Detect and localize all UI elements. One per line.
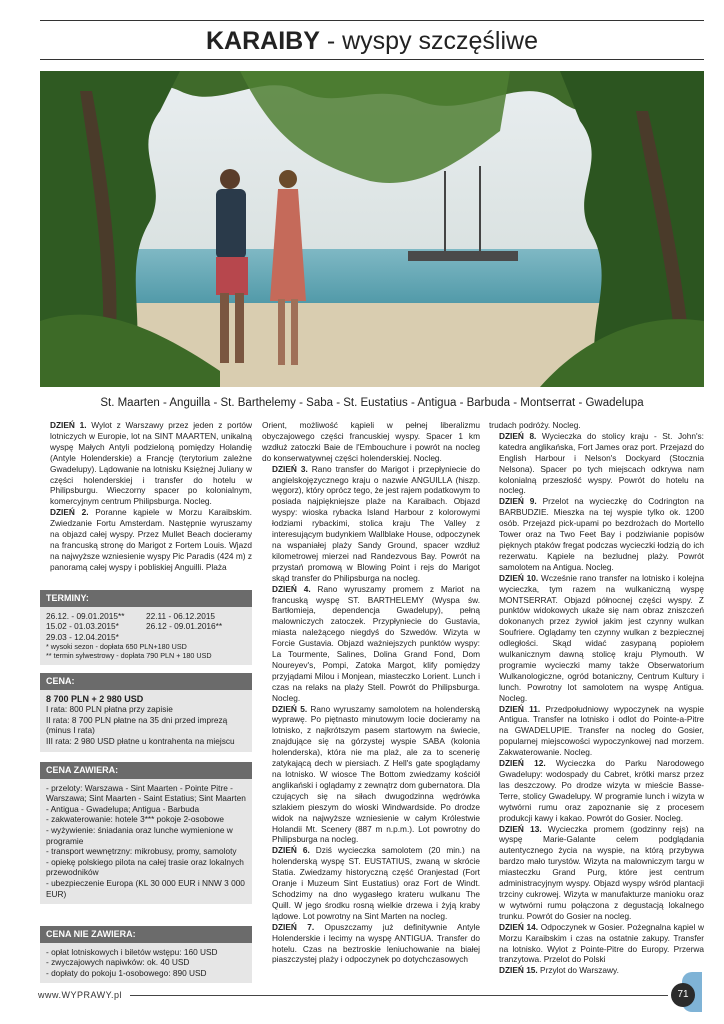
day-label: DZIEŃ 11. xyxy=(499,703,541,714)
date-item xyxy=(146,632,246,643)
title-rest: - wyspy szczęśliwe xyxy=(319,27,538,55)
day-text: Wylot z Warszawy przez jeden z portów lotniczych w Europie, lot na SINT MAARTEN, unikalną wyspę Małych Antyli podzieloną pomiędzy Holandię (Antyle Holenderskie) a Francję (terytorium zależne Gwadelupy). Lądowanie na lotnisku Księżnej Juliany w części holenderskiej i transfer do hotelu w Philipsburgu. Wieczorny spacer po kolonialnym, komercyjnym centrum Philipsburga. Nocleg. xyxy=(50,420,253,507)
day-label: DZIEŃ 15. xyxy=(499,965,538,976)
date-item: 15.02 - 01.03.2015* xyxy=(46,621,119,632)
footer-rule xyxy=(130,995,668,996)
date-item: 26.12 - 09.01.2016** xyxy=(146,621,223,632)
itinerary-column-2 xyxy=(262,420,480,965)
day-paragraph xyxy=(489,420,704,431)
day-paragraph xyxy=(489,824,704,922)
included-item: - zakwaterowanie: hotele 3*** pokoje 2-osobowe xyxy=(46,814,225,825)
day-text: Wycieczka promem (godzinny rejs) na wyspę Marie-Galante celem podglądania autentycznego życia na wyspie, na którą przybywa bardzo mało turystów. Wizyta na malowniczym targu w miasteczku Grand Purg, które jest centrum administracyjnym wyspy. Objazd wyspy wśród plantacji trzciny cukrowej. Wizyta w manufakturze manioku oraz w wytwórni rumu połączona z degustacją lokalnego trunku. Powrót do Gosier na nocleg. xyxy=(499,823,704,921)
terminy-note: * wysoki sezon - dopłata 650 PLN+180 USD xyxy=(46,642,187,652)
day-label: DZIEŃ 3. xyxy=(272,463,308,474)
day-text: Dziś wycieczka samolotem (20 min.) na holenderską wyspę ST. EUSTATIUS, zwaną w skrócie Statia. Zwiedzamy historyczną część Oranjestad (Fort Oranje i Muzeum Sint Eustatius) oraz Fort de Windt. Schodzimy na dno wygasłego krateru wulkanu The Quill. W jego środku rosną wielkie drzewa i żyją kraby lądowe. Lot powrotny na Sint Marten na nocleg. xyxy=(272,845,480,921)
day-label: DZIEŃ 9. xyxy=(499,496,537,507)
day-label: DZIEŃ 13. xyxy=(499,823,542,834)
date-item: 29.03 - 12.04.2015* xyxy=(46,631,119,642)
day-text: Rano wyruszamy samolotem na holenderską wyprawę. Po piętnasto minutowym locie docieramy na lotnisko, z najkrótszym pasem startowym na świecie, znajdujące się na górzystej wyspie SABA (kolonia holenderska), która nie ma plaż, ale za to scenerię zatykającą dech w piersiach. Z Hell's gate spoglądamy na lotnisko. W wiosce The Bottom zwiedzamy kościół anglikański i oglądamy z zewnątrz dom gubernatora. Dla czujących się na siłach dwugodzinna wędrówka szlakiem pieszym do wioski Windwardside. Po drodze widok na najwyższe wzniesienie w całym Królestwie Holandii Mt. Scenery (887 m n.p.m.). Lot powrotny do Philipsburga na nocleg. xyxy=(272,703,480,845)
price-line: III rata: 2 980 USD płatne u kontrahenta na miejscu xyxy=(46,735,235,746)
day-label: DZIEŃ 6. xyxy=(272,845,310,856)
day-paragraph xyxy=(40,507,252,572)
day-paragraph xyxy=(262,464,480,584)
price-line: I rata: 800 PLN płatna przy zapisie xyxy=(46,704,173,715)
included-item: - ubezpieczenie Europa (KL 30 000 EUR i NNW 3 000 EUR) xyxy=(46,877,245,899)
included-item: - przeloty: Warszawa - Sint Maarten - Pointe Pitre - Warszawa; Sint Maarten - Saint Estatius; Sint Maarten - Antigua - Gwadelupa; Antigua - Barbuda xyxy=(46,782,246,814)
day-paragraph xyxy=(489,922,704,966)
included-item: - wyżywienie: śniadania oraz lunche wymienione w programie xyxy=(46,824,233,846)
cena-nie-zawiera-box xyxy=(40,926,252,983)
cena-header: CENA: xyxy=(40,673,252,690)
day-paragraph xyxy=(489,704,704,759)
day-text: Wycieczka do Parku Narodowego Gwadelupy: wodospady du Cabret, krótki marsz przez las deszczowy. Po drodze wizyta w mieście Basse-Terre, stolicy Gwadelupy. W programie lunch i wizyta w wytwórni rumu oraz zapoznanie się z procesem produkcji kawy i kakao. Powrót do Gosier. Nocleg. xyxy=(499,758,704,823)
header-top-rule xyxy=(40,20,704,21)
day-text: Wcześnie rano transfer na lotnisko i kolejna wycieczka, tym razem na wulkaniczną wyspę MONTSERRAT. Objazd północnej części wyspy. Z punktów widokowych ukaże się nam obraz zniszczeń dokonanych przez żywioł jakim jest czynny wulkan Soufriere. Oglądamy ten czynny wulkan z bezpiecznej odległości. Skąd widać zasypaną popiołem wulkanicznym dawną stolicę kraju Plymouth. W programie wycieczki mamy także Obserwatorium Wulkanologiczne, ogród botaniczny, Centrum Kultury i lunch. Powrotny lot samolotem na wyspę Antigua. Nocleg. xyxy=(499,572,704,703)
route-caption: St. Maarten - Anguilla - St. Barthelemy - Saba - St. Eustatius - Antigua - Barbuda - Montserrat - Gwadelupa xyxy=(100,397,644,409)
itinerary-column-3 xyxy=(489,420,704,976)
day-paragraph xyxy=(40,420,252,507)
day-text: Rano transfer do Marigot i przepłyniecie do angielskojęzycznego kraju o nazwie ANGUILLA (hiszp. węgorz), który oprócz tego, że jest rajem podatkowym to posiada najpiękniejsze plaże na Karaibach. Objazd wyspy: wioska rybacka Island Harbour z kolorowymi łodziami rybackimi, stolica kraju The Valley z interesującym budynkiem Wallblake House, odpoczynek na wspaniałej plaży Sandy Ground, spacer wzdłuż kilometrowej mierzei nad Randezvous Bay. Powrót na przystań promową w Blowing Point i rejs do Marigot skąd transfer do Philipsburga na nocleg. xyxy=(272,463,480,583)
title-bold: KARAIBY xyxy=(206,27,320,55)
day-paragraph xyxy=(489,573,704,704)
day-label: DZIEŃ 2. xyxy=(50,507,89,518)
price-line: II rata: 8 700 PLN płatne na 35 dni przed imprezą (minus I rata) xyxy=(46,714,228,736)
cena-nie-zawiera-header: CENA NIE ZAWIERA: xyxy=(40,926,252,943)
price: 8 700 PLN + 2 980 USD xyxy=(46,693,144,704)
cena-box xyxy=(40,673,252,752)
footer-url: www.WYPRAWY.pl xyxy=(38,990,123,1000)
day-paragraph xyxy=(489,965,704,976)
day-label: DZIEŃ 7. xyxy=(272,921,315,932)
day-text: Przelot na wycieczkę do Codrington na BARBUDZIE. Mieszka na tej wyspie tylko ok. 1200 osób. Przejazd pick-upami po bezdrożach do Mortello Tower oraz na Two Feet Bay i podziwianie popisów pięknych ptaków fregat podczas wycieczki łodzią do ich rezerwatu. Kąpiele na bezludnej plaży. Powrót samolotem na Antigua. Nocleg. xyxy=(499,496,705,572)
hero-photo xyxy=(40,71,704,387)
day-paragraph xyxy=(489,431,704,496)
day-text: Rano wyruszamy promem z Mariot na francuską wyspę ST. BARTHELEMY (Wyspa św. Bartłomieja, dependencja Gwadelupy), pełną malowniczych zatoczek. Przypłyniecie do Gustavia, miasta należącego niegdyś do Szwedów. Wizyta w Forcie Gustavia. Objazd ważniejszych punktów wyspy: La Tourmente, Salines, Dolina Grand Fond, Dom Noureyev's, Pompi, Zatoka Margot, klify pomiędzy przyjądami Milou i Monjean, miasteczko Lorient. Lunch i czas na relaks na plaży Stell. Powrót do Philipsburga. Nocleg. xyxy=(272,583,480,703)
day-text: Opuszczamy już definitywnie Antyle Holenderskie i lecimy na wyspę ANTIGUA. Transfer do hotelu. Czas na beztroskie leniuchowanie na białej piaszczystej plaży i odpoczynek po dotychczasowych xyxy=(272,921,480,965)
day-label: DZIEŃ 4. xyxy=(272,583,311,594)
cena-zawiera-box xyxy=(40,762,252,904)
date-item: 22.11 - 06.12.2015 xyxy=(146,610,216,621)
itinerary-column-1 xyxy=(40,420,252,573)
day-text: Odpoczynek w Gosier. Pożegnalna kąpiel w Morzu Karaibskim i czas na ostatnie zakupy. Transfer na lotnisko. Wylot z Pointe-Pitre do Europy. Przerwa tranzytowa. Przelot do Polski xyxy=(499,921,704,965)
day-label: DZIEŃ 14. xyxy=(499,921,539,932)
date-item: 26.12. - 09.01.2015** xyxy=(46,610,125,621)
page-title xyxy=(40,24,704,58)
day-label: DZIEŃ 1. xyxy=(50,420,87,430)
included-item: - transport wewnętrzny: mikrobusy, promy, samoloty xyxy=(46,846,237,857)
day-paragraph xyxy=(489,496,704,572)
excluded-item: - dopłaty do pokoju 1-osobowego: 890 USD xyxy=(46,967,207,978)
day-text: Orient, możliwość kąpieli w pełnej liberalizmu obyczajowego części francuskiej wyspy. Spacer 1 km wzdłuż zatoczki Baie de l'Embouchure i powrót na nocleg do konserwatywnej części holenderskiej. Nocleg. xyxy=(262,420,480,463)
page-number: 71 xyxy=(671,983,695,1007)
day-paragraph xyxy=(262,922,480,966)
day-paragraph xyxy=(262,420,480,464)
day-paragraph xyxy=(262,584,480,704)
header-bottom-rule xyxy=(40,59,704,60)
beach-couple-illustration xyxy=(40,71,704,387)
day-text: Przedpołudniowy wypoczynek na wyspie Antigua. Transfer na lotnisko i odlot do Pointe-a-Pitre na GWADELUPIE. Transfer na nocleg do Gosier, popularnej miejscowości wypoczynkowej nad morzem. Zakwaterowanie. Nocleg. xyxy=(499,703,704,758)
day-label: DZIEŃ 8. xyxy=(499,430,537,441)
day-label: DZIEŃ 12. xyxy=(499,758,546,769)
day-text: Przylot do Warszawy. xyxy=(537,965,619,976)
included-item: - opiekę polskiego pilota na całej trasie oraz lokalnych przewodników xyxy=(46,856,244,878)
terminy-note: ** termin sylwestrowy - dopłata 790 PLN + 180 USD xyxy=(46,651,212,661)
header xyxy=(40,20,704,60)
day-text: trudach podróży. Nocleg. xyxy=(489,420,581,430)
day-paragraph xyxy=(262,845,480,921)
day-text: Poranne kąpiele w Morzu Karaibskim. Zwiedzanie Fortu Amsterdam. Następnie wyruszamy na objazd całej wyspy. Przez Mullet Beach docieramy na francuską stronę do Marigot z Fortem Louis. Wjazd na najwyższe wzniesienie wyspy Pic Paradis (424 m) z panoramą całej wyspy i pobliskiej Anguilli. Plaża xyxy=(50,507,252,572)
terminy-dates xyxy=(46,611,246,643)
excluded-item: - opłat lotniskowych i biletów wstępu: 160 USD xyxy=(46,946,218,957)
day-paragraph xyxy=(262,704,480,846)
cena-zawiera-header: CENA ZAWIERA: xyxy=(40,762,252,779)
excluded-item: - zwyczajowych napiwków: ok. 40 USD xyxy=(46,957,190,968)
terminy-box xyxy=(40,590,252,665)
day-paragraph xyxy=(489,758,704,823)
day-text: Wycieczka do stolicy kraju - St. John's: katedra anglikańska, Fort James oraz port. Przejazd do English Harbour i Nelson's Dockyard (Stocznia Nelsona). Spacer po tych miejscach odkrywa nam kolonialną przeszłość wyspy. Powrót do hotelu na nocleg. xyxy=(499,430,704,496)
day-label: DZIEŃ 10. xyxy=(499,572,539,583)
day-label: DZIEŃ 5. xyxy=(272,703,308,714)
terminy-header: TERMINY: xyxy=(40,590,252,607)
